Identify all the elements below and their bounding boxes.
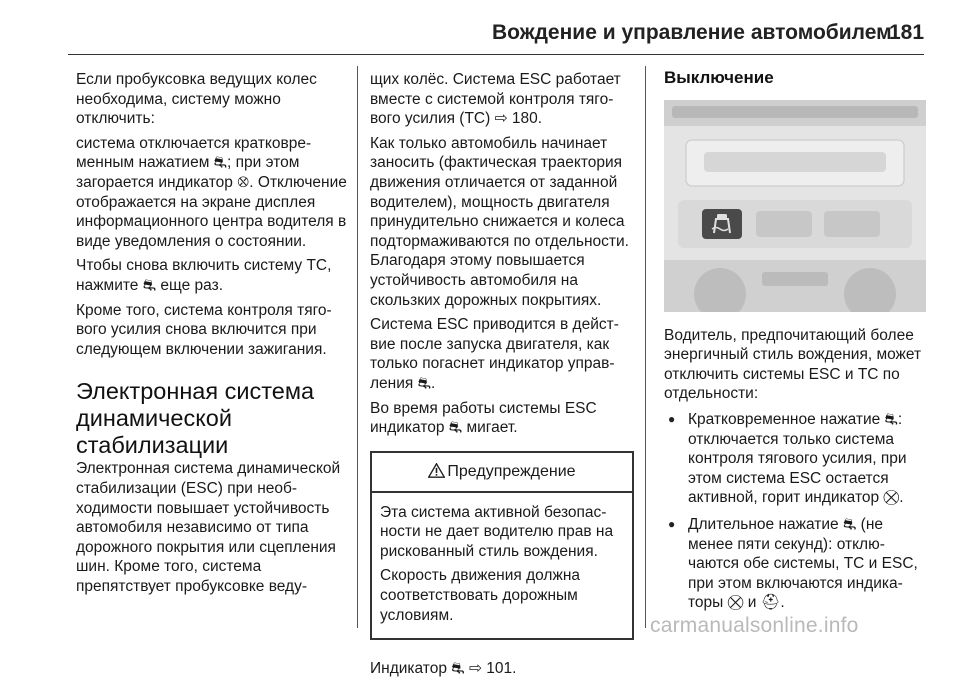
- paragraph: Во время работы системы ESC индикатор ⛐ мигает.: [370, 399, 597, 437]
- paragraph: Электронная система динамической стабилизации (ESC) при необходимости повышает устойчивость автомобиля независимо от типа дорожного покрытия или сцепления шин. Кроме того, система препятствует пробуксовке веду-: [76, 460, 341, 595]
- paragraph: Если пробуксовка ведущих колес необходима, систему можно отключить:: [76, 71, 317, 128]
- warning-triangle-icon: [428, 463, 445, 478]
- warning-box: [370, 451, 634, 641]
- list-item: ● Длительное нажатие ⛐ (не менее пяти секунд): отключаются обе системы, TC и ESC, при этом включаются индикаторы ⛒ и ⛑.: [664, 515, 926, 613]
- paragraph: Кроме того, система контроля тягового усилия снова включится при следующем включении зажигания.: [76, 301, 332, 358]
- column-divider-1: [357, 66, 358, 628]
- esc-button: [702, 209, 742, 239]
- paragraph: Как только автомобиль начинает заносить (фактическая траектория движения отличается от заданной водителем), мощность двигателя принудительно снижается и колеса подтормаживаются по отдельности. Благодаря этому повышается устойчивость автомобиля на скользких дорожных покрытиях.: [370, 134, 629, 309]
- paragraph: Индикатор ⛐ ⇨ 101.: [370, 660, 517, 678]
- paragraph: Чтобы снова включить систему TC, нажмите ⛐ еще раз.: [76, 257, 332, 294]
- page-number: 181: [889, 21, 925, 44]
- paragraph: Водитель, предпочитающий более энергичный стиль вождения, может отключить системы ESC и TC по отдельности:: [664, 326, 922, 403]
- warning-body: [372, 493, 632, 639]
- column-divider-2: [645, 66, 646, 628]
- paragraph: Эта система активной безопасности не дает водителю прав на рискованный стиль вождения.: [380, 503, 614, 560]
- column-1: [76, 70, 348, 601]
- subsection-heading: Выключение: [664, 68, 774, 87]
- dashboard-illustration: [664, 100, 926, 312]
- header-divider: [68, 54, 924, 55]
- list-item: ● Кратковременное нажатие ⛐: отключается только система контроля тягового усилия, при этом система ESC остается активной, горит индикатор ⛒.: [664, 410, 926, 508]
- watermark: carmanualsonline.info: [650, 614, 859, 637]
- page-header: [0, 0, 960, 58]
- section-heading: Электронная система динамической стабилизации: [76, 378, 315, 459]
- column-3: [664, 68, 926, 620]
- paragraph: щих колёс. Система ESC работает вместе с системой контроля тягового усилия (TC) ⇨ 180.: [370, 71, 621, 128]
- warning-header: [372, 453, 632, 493]
- paragraph: Скорость движения должна соответствовать дорожным условиям.: [380, 567, 581, 624]
- paragraph: Система ESC приводится в действие после запуска двигателя, как только погаснет индикатор управления ⛐.: [370, 316, 619, 392]
- bullet-list: [664, 410, 926, 613]
- paragraph: система отключается кратковременным нажатием ⛐; при этом загорается индикатор ⛒. Отключение отображается на экране дисплея информационного центра водителя в виде уведомления о состоянии.: [76, 134, 347, 250]
- dashboard-photo: [664, 100, 926, 312]
- warning-title: Предупреждение: [447, 462, 576, 480]
- column-2: [370, 70, 634, 684]
- page-title: Вождение и управление автомобилем: [492, 21, 892, 44]
